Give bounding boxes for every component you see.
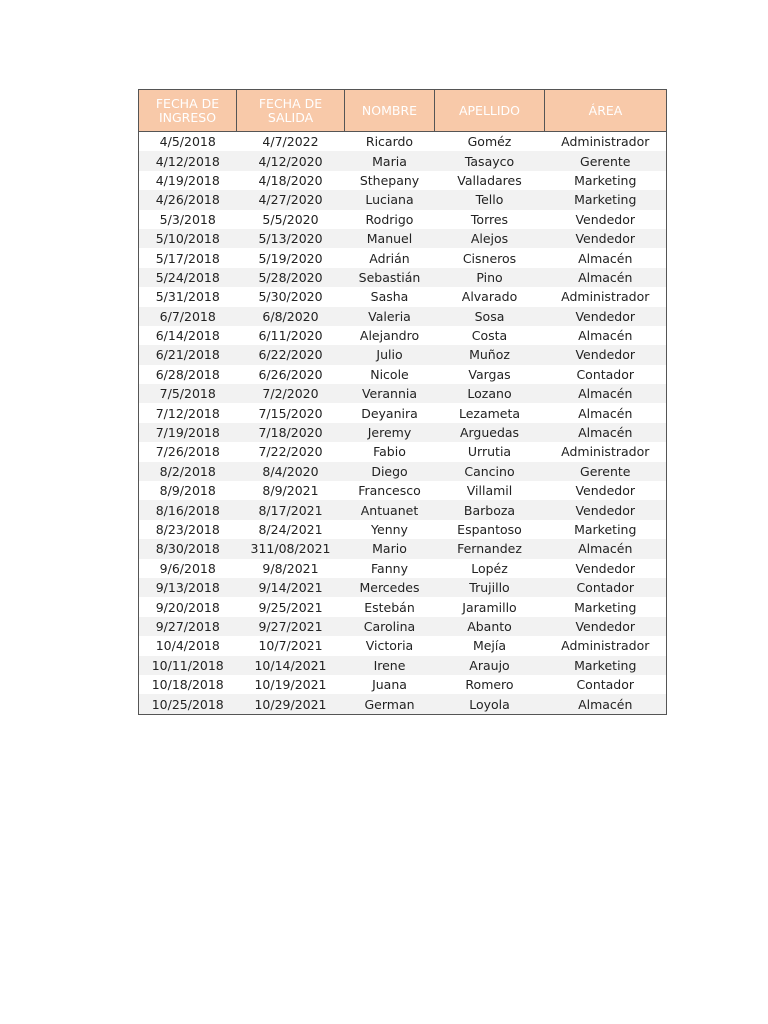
cell-fecha-salida: 5/13/2020 [237,229,345,248]
table-row [139,559,667,578]
cell-fecha-salida: 10/29/2021 [237,694,345,714]
cell-area: Contador [545,675,667,694]
table-row [139,210,667,229]
cell-fecha-salida: 6/26/2020 [258,366,323,382]
cell-area: Vendedor [545,481,667,500]
cell-fecha-ingreso: 8/2/2018 [139,462,237,481]
table-row [139,656,667,675]
cell-apellido: Sosa [435,307,545,326]
cell-fecha-salida: 5/5/2020 [262,211,319,227]
cell-nombre: Alejandro [359,328,420,344]
cell-area: Administrador [545,287,667,306]
cell-apellido: Urrutia [467,444,512,460]
cell-area: Vendedor [545,617,667,636]
cell-fecha-salida: 7/15/2020 [258,405,323,421]
cell-apellido: Valladares [457,172,522,188]
table-header [139,90,667,132]
header-apellido: APELLIDO [435,90,545,132]
cell-fecha-salida: 5/28/2020 [237,268,345,287]
cell-nombre: Luciana [345,190,435,209]
cell-fecha-ingreso: 7/26/2018 [139,442,237,461]
table-row [139,229,667,248]
cell-fecha-salida: 4/12/2020 [237,151,345,170]
cell-fecha-salida: 9/27/2021 [237,617,345,636]
table-row [139,694,667,714]
table-row [139,326,667,345]
cell-fecha-ingreso: 9/6/2018 [139,559,237,578]
cell-fecha-salida: 7/2/2020 [237,384,345,403]
employee-table-container [138,89,666,715]
cell-fecha-ingreso: 4/12/2018 [139,151,237,170]
cell-area: Vendedor [545,307,667,326]
cell-fecha-salida: 8/17/2021 [237,500,345,519]
table-row [139,462,667,481]
cell-fecha-ingreso: 7/19/2018 [139,423,237,442]
cell-nombre: Fabio [373,444,406,460]
table-row [139,171,667,190]
table-row [139,365,667,384]
cell-apellido: Tasayco [435,151,545,170]
cell-nombre: Rodrigo [365,211,414,227]
cell-area: Marketing [545,190,667,209]
cell-fecha-salida: 4/18/2020 [258,172,323,188]
cell-nombre: Jeremy [345,423,435,442]
table-row [139,578,667,597]
cell-apellido: Alvarado [461,289,518,305]
cell-fecha-ingreso: 7/5/2018 [139,384,237,403]
cell-area: Gerente [545,151,667,170]
cell-nombre: Sthepany [359,172,420,188]
header-area: ÁREA [545,90,667,132]
cell-fecha-ingreso: 5/31/2018 [139,287,237,306]
cell-fecha-ingreso: 8/9/2018 [139,481,237,500]
cell-fecha-salida: 5/19/2020 [258,250,323,266]
table-row [139,636,667,655]
cell-fecha-salida: 10/7/2021 [258,638,323,654]
cell-fecha-salida: 8/9/2021 [262,483,319,499]
cell-fecha-ingreso: 6/21/2018 [139,345,237,364]
cell-nombre: Francesco [358,483,421,499]
cell-apellido: Cancino [435,462,545,481]
table-row [139,597,667,616]
cell-apellido: Vargas [468,366,511,382]
cell-fecha-salida: 10/14/2021 [237,656,345,675]
cell-fecha-ingreso: 9/27/2018 [139,617,237,636]
table-row [139,248,667,267]
cell-nombre: Yenny [371,522,408,537]
cell-apellido: Loyola [435,694,545,714]
cell-nombre: Carolina [345,617,435,636]
cell-area: Contador [545,578,667,597]
table-row [139,190,667,209]
table-body [139,132,667,715]
cell-area: Vendedor [545,500,667,519]
table-row [139,268,667,287]
cell-fecha-salida: 8/24/2021 [258,522,323,537]
cell-fecha-salida: 8/4/2020 [237,462,345,481]
cell-fecha-salida: 311/08/2021 [237,539,345,558]
cell-apellido: Fernandez [435,539,545,558]
cell-nombre: Deyanira [361,405,418,421]
table-row [139,442,667,461]
cell-apellido: Cisneros [462,250,517,266]
table-row [139,132,667,152]
cell-fecha-ingreso: 6/14/2018 [139,326,237,345]
cell-area: Vendedor [545,210,667,229]
cell-area: Almacén [545,423,667,442]
table-row [139,520,667,539]
header-row [139,90,667,132]
cell-nombre: Sebastián [345,268,435,287]
cell-apellido: Jaramillo [462,599,517,615]
table-row [139,151,667,170]
cell-area: Almacén [545,248,667,267]
cell-apellido: Arguedas [435,423,545,442]
cell-fecha-ingreso: 10/4/2018 [139,636,237,655]
table-row [139,675,667,694]
cell-fecha-salida: 7/18/2020 [237,423,345,442]
cell-area: Administrador [545,636,667,655]
cell-fecha-ingreso: 4/19/2018 [139,171,237,190]
header-fecha-ingreso: FECHA DE INGRESO [139,90,237,132]
table-row [139,539,667,558]
cell-area: Marketing [545,520,667,539]
table-row [139,384,667,403]
cell-apellido: Espantoso [457,522,522,537]
table-row [139,307,667,326]
cell-fecha-ingreso: 10/18/2018 [139,675,237,694]
cell-nombre: Mario [345,539,435,558]
cell-nombre: German [345,694,435,714]
cell-fecha-salida: 9/8/2021 [262,560,319,576]
cell-fecha-ingreso: 10/11/2018 [139,656,237,675]
cell-nombre: Mercedes [345,578,435,597]
cell-fecha-ingreso: 4/26/2018 [139,190,237,209]
cell-apellido: Costa [471,328,508,344]
cell-area: Almacén [545,539,667,558]
cell-fecha-ingreso: 9/20/2018 [139,597,237,616]
cell-fecha-ingreso: 8/30/2018 [139,539,237,558]
cell-area: Marketing [545,597,667,616]
employee-table [138,89,667,715]
cell-nombre: Ricardo [365,134,414,150]
cell-fecha-salida: 5/30/2020 [258,289,323,305]
cell-nombre: Maria [345,151,435,170]
cell-area: Almacén [545,268,667,287]
cell-fecha-salida: 6/22/2020 [237,345,345,364]
table-row [139,403,667,422]
cell-area: Almacén [545,326,667,345]
table-row [139,287,667,306]
cell-nombre: Diego [345,462,435,481]
cell-nombre: Adrián [369,250,410,266]
cell-apellido: Lozano [435,384,545,403]
cell-nombre: Verannia [345,384,435,403]
cell-nombre: Valeria [345,307,435,326]
cell-apellido: Abanto [435,617,545,636]
cell-area: Marketing [545,171,667,190]
cell-fecha-salida: 4/7/2022 [262,134,319,150]
cell-fecha-ingreso: 8/16/2018 [139,500,237,519]
table-row [139,617,667,636]
cell-area: Marketing [545,656,667,675]
cell-area: Almacén [545,694,667,714]
cell-apellido: Lopéz [471,560,508,576]
table-row [139,423,667,442]
cell-apellido: Torres [470,211,509,227]
cell-fecha-salida: 4/27/2020 [237,190,345,209]
cell-nombre: Nicole [370,366,409,382]
table-row [139,345,667,364]
cell-nombre: Fanny [371,560,408,576]
cell-apellido: Araujo [435,656,545,675]
cell-fecha-ingreso: 7/12/2018 [139,403,237,422]
cell-fecha-ingreso: 5/17/2018 [139,248,237,267]
cell-apellido: Barboza [435,500,545,519]
cell-fecha-salida: 9/25/2021 [258,599,323,615]
cell-fecha-ingreso: 4/5/2018 [139,132,237,152]
cell-apellido: Lezameta [458,405,521,421]
cell-area: Contador [545,365,667,384]
cell-fecha-ingreso: 10/25/2018 [139,694,237,714]
cell-fecha-ingreso: 5/3/2018 [139,210,237,229]
cell-apellido: Trujillo [435,578,545,597]
cell-apellido: Alejos [435,229,545,248]
cell-area: Vendedor [545,559,667,578]
cell-fecha-salida: 6/8/2020 [237,307,345,326]
cell-fecha-salida: 10/19/2021 [254,677,327,693]
cell-fecha-ingreso: 6/28/2018 [139,365,237,384]
cell-area: Administrador [545,442,667,461]
cell-apellido: Villamil [466,483,513,499]
cell-fecha-salida: 9/14/2021 [237,578,345,597]
cell-area: Almacén [545,403,667,422]
cell-nombre: Manuel [345,229,435,248]
cell-nombre: Estebán [364,599,415,615]
cell-area: Almacén [545,384,667,403]
cell-area: Administrador [545,132,667,152]
cell-nombre: Irene [345,656,435,675]
cell-fecha-ingreso: 8/23/2018 [139,520,237,539]
cell-area: Gerente [545,462,667,481]
cell-fecha-ingreso: 9/13/2018 [139,578,237,597]
cell-apellido: Goméz [467,134,512,150]
table-row [139,500,667,519]
cell-apellido: Muñoz [435,345,545,364]
cell-apellido: Tello [435,190,545,209]
header-nombre: NOMBRE [345,90,435,132]
cell-area: Vendedor [545,229,667,248]
cell-nombre: Julio [345,345,435,364]
cell-area: Vendedor [545,345,667,364]
table-row [139,481,667,500]
cell-fecha-ingreso: 5/10/2018 [139,229,237,248]
cell-fecha-ingreso: 6/7/2018 [139,307,237,326]
cell-fecha-salida: 7/22/2020 [258,444,323,460]
cell-apellido: Pino [435,268,545,287]
cell-apellido: Romero [465,677,514,693]
cell-fecha-ingreso: 5/24/2018 [139,268,237,287]
header-fecha-salida: FECHA DE SALIDA [237,90,345,132]
cell-nombre: Antuanet [345,500,435,519]
cell-nombre: Juana [372,677,407,693]
cell-apellido: Mejía [472,638,507,654]
cell-fecha-salida: 6/11/2020 [258,328,323,344]
cell-nombre: Sasha [370,289,409,305]
cell-nombre: Victoria [365,638,414,654]
